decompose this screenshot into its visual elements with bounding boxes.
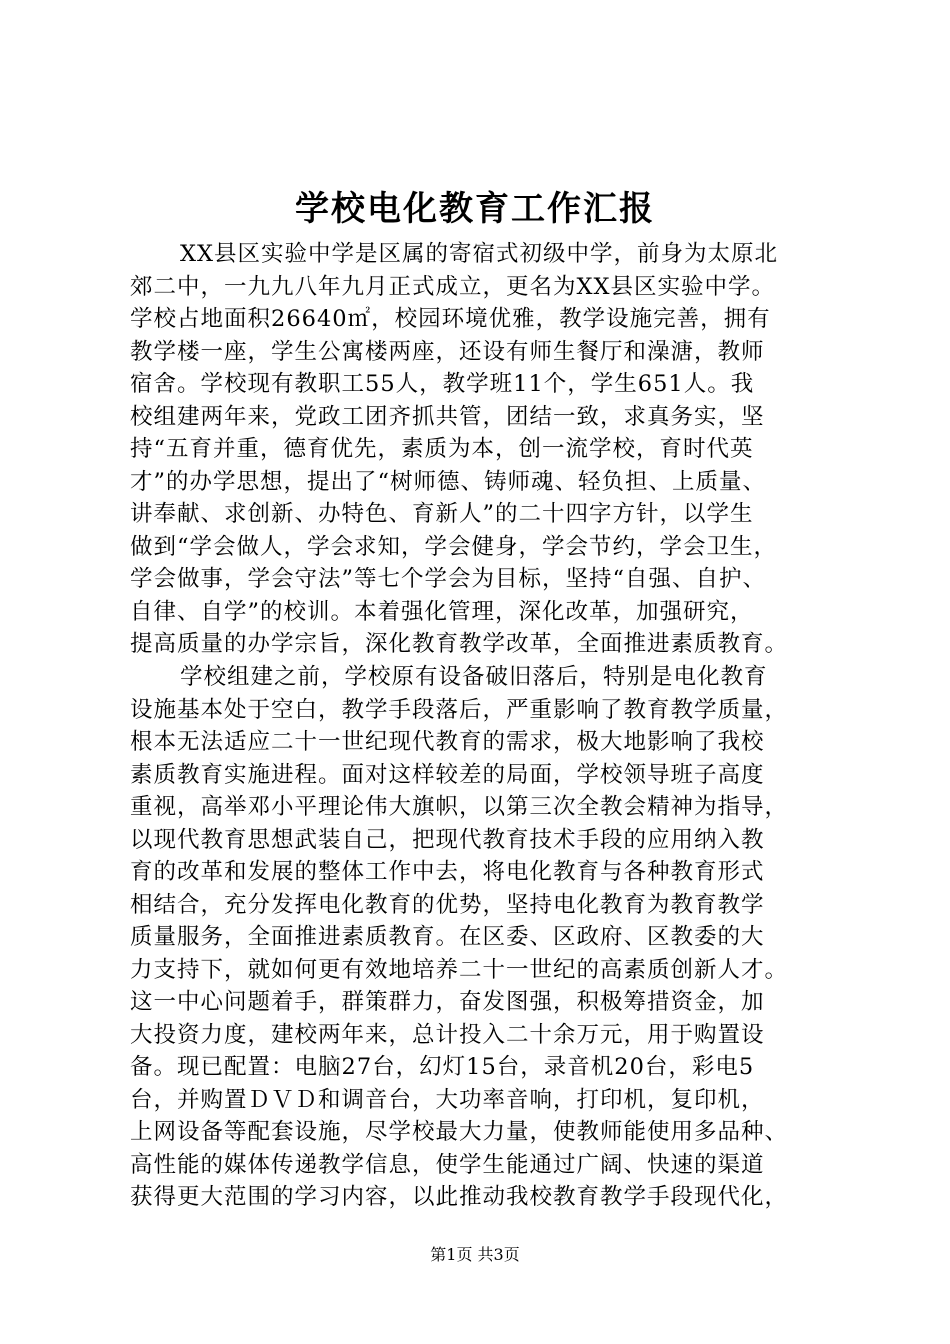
- paragraph-line: 质量服务，全面推进素质教育。在区委、区政府、区教委的大: [130, 924, 765, 950]
- paragraph-line: 大投资力度，建校两年来，总计投入二十余万元，用于购置设: [130, 1021, 765, 1048]
- paragraph-line: 学会做事，学会守法”等七个学会为目标，坚持“自强、自护、: [130, 566, 767, 592]
- document-title: 学校电化教育工作汇报: [295, 189, 655, 229]
- paragraph-line: 讲奉献、求创新、办特色、育新人”的二十四字方针，以学生: [130, 501, 754, 527]
- paragraph-line: 以现代教育思想武装自己，把现代教育技术手段的应用纳入教: [130, 826, 765, 853]
- paragraph-line: 备。现已配置：电脑27台，幻灯15台，录音机20台，彩电5: [130, 1054, 755, 1080]
- paragraph-line: XX县区实验中学是区属的寄宿式初级中学，前身为太原北: [180, 241, 779, 267]
- paragraph-line: 高性能的媒体传递教学信息，使学生能通过广阔、快速的渠道: [130, 1151, 765, 1178]
- paragraph-line: 素质教育实施进程。面对这样较差的局面，学校领导班子高度: [130, 761, 765, 788]
- paragraph-line: 持“五育并重，德育优先，素质为本，创一流学校，育时代英: [130, 436, 754, 462]
- paragraph-line: 获得更大范围的学习内容，以此推动我校教育教学手段现代化，: [130, 1184, 789, 1210]
- paragraph-line: 宿舍。学校现有教职工55人，教学班11个，学生651人。我: [130, 371, 755, 397]
- paragraph-line: 做到“学会做人，学会求知，学会健身，学会节约，学会卫生，: [130, 533, 778, 560]
- paragraph-line: 学校占地面积26640㎡，校园环境优雅，教学设施完善，拥有: [130, 306, 771, 332]
- paragraph-line: 重视，高举邓小平理论伟大旗帜，以第三次全教会精神为指导，: [130, 794, 789, 820]
- paragraph-2: [130, 661, 850, 1214]
- paragraph-line: 根本无法适应二十一世纪现代教育的需求，极大地影响了我校: [130, 729, 765, 755]
- paragraph-line: 自律、自学”的校训。本着强化管理，深化改革，加强研究，: [130, 598, 754, 625]
- paragraph-line: 这一中心问题着手，群策群力，奋发图强，积极筹措资金，加: [130, 989, 765, 1015]
- paragraph-line: 提高质量的办学宗旨，深化教育教学改革，全面推进素质教育。: [130, 631, 789, 657]
- paragraph-line: 台，并购置ＤＶＤ和调音台，大功率音响，打印机，复印机，: [130, 1086, 765, 1113]
- paragraph-line: 教学楼一座，学生公寓楼两座，还设有师生餐厅和澡溏，教师: [130, 338, 765, 365]
- paragraph-line: 才”的办学思想，提出了“树师德、铸师魂、轻负担、上质量、: [130, 468, 767, 495]
- paragraph-line: 上网设备等配套设施，尽学校最大力量，使教师能使用多品种、: [130, 1119, 789, 1145]
- paragraph-line: 设施基本处于空白，教学手段落后，严重影响了教育教学质量，: [130, 696, 789, 723]
- paragraph-line: 力支持下，就如何更有效地培养二十一世纪的高素质创新人才。: [130, 956, 789, 983]
- paragraph-line: 育的改革和发展的整体工作中去，将电化教育与各种教育形式: [130, 859, 765, 885]
- paragraph-line: 校组建两年来，党政工团齐抓共管，团结一致，求真务实，坚: [130, 403, 765, 430]
- paragraph-1: [130, 238, 850, 661]
- paragraph-line: 相结合，充分发挥电化教育的优势，坚持电化教育为教育教学: [130, 891, 765, 918]
- paragraph-line: 学校组建之前，学校原有设备破旧落后，特别是电化教育: [180, 664, 768, 690]
- paragraph-line: 郊二中，一九九八年九月正式成立，更名为XX县区实验中学。: [130, 273, 776, 300]
- page-footer: 第1页 共3页: [430, 1245, 520, 1264]
